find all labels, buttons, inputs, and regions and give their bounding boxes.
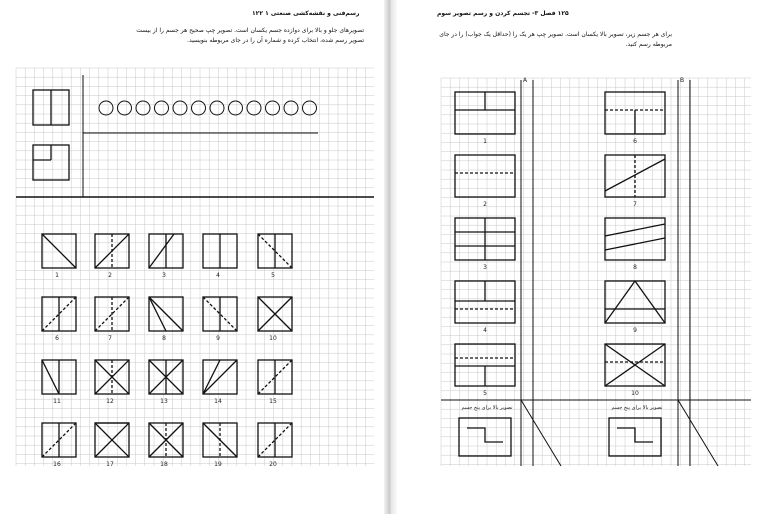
option-number: 10 xyxy=(269,335,277,342)
column-a-miter-line xyxy=(521,400,561,466)
option-number: 14 xyxy=(214,398,222,405)
option-number: 11 xyxy=(53,398,61,405)
right-page xyxy=(397,0,768,514)
answer-circle xyxy=(155,101,169,115)
answer-circle xyxy=(118,101,132,115)
column-a-number: 3 xyxy=(483,264,487,271)
left-running-title: رسم‌فنی و نقشه‌کشی صنعتی ۱ xyxy=(265,10,360,17)
right-instruction-line-1: برای هر جسم زیر، تصویر بالا یکسان است. تصویر چپ هر یک را (حداقل یک جواب) را در جای xyxy=(439,31,672,38)
column-a-label: A xyxy=(522,77,528,84)
option-number: 7 xyxy=(108,335,112,342)
option-edge xyxy=(42,360,59,394)
answer-circle xyxy=(266,101,280,115)
option-number: 9 xyxy=(216,335,220,342)
option-edge xyxy=(42,234,76,268)
column-a-caption: تصویر بالا برای پنج جسم xyxy=(461,405,513,411)
option-number: 19 xyxy=(214,461,222,468)
option-number: 4 xyxy=(216,272,220,279)
answer-circle xyxy=(136,101,150,115)
column-b-caption: تصویر بالا برای پنج جسم xyxy=(611,405,663,411)
left-instruction-line-2: تصویر رسم شده، انتخاب کرده و شماره آن را در جای مربوطه بنویسید. xyxy=(187,37,364,44)
answer-circle xyxy=(229,101,243,115)
left-instruction-line-1: تصویرهای جلو و بالا برای دوازده جسم یکسان است. تصویر چپ صحیح هر جسم را از بیست xyxy=(136,27,364,34)
left-grid xyxy=(16,68,374,466)
option-number: 18 xyxy=(160,461,168,468)
answer-circle xyxy=(99,101,113,115)
answer-circle xyxy=(247,101,261,115)
option-number: 15 xyxy=(269,398,277,405)
left-page-number: ۱۲۲ xyxy=(252,10,263,17)
column-a-number: 4 xyxy=(483,327,487,334)
column-b-number: 6 xyxy=(633,138,637,145)
column-b-number: 7 xyxy=(633,201,637,208)
column-a-top-view-step xyxy=(467,428,503,442)
option-number: 13 xyxy=(160,398,168,405)
option-number: 20 xyxy=(269,461,277,468)
answer-circle xyxy=(210,101,224,115)
option-number: 2 xyxy=(108,272,112,279)
right-page-number: ۱۲۵ xyxy=(557,10,569,17)
answer-circle xyxy=(303,101,317,115)
option-number: 16 xyxy=(53,461,61,468)
column-b-number: 8 xyxy=(633,264,637,271)
option-edge xyxy=(149,234,174,268)
right-drawing-sheet xyxy=(397,0,768,514)
column-b-view xyxy=(605,281,665,323)
column-a-number: 1 xyxy=(483,138,487,145)
option-number: 17 xyxy=(106,461,114,468)
view-edge xyxy=(635,281,665,323)
column-b-number: 10 xyxy=(631,390,639,397)
option-number: 5 xyxy=(271,272,275,279)
option-edge xyxy=(203,360,220,394)
right-running-title: فصل ۳- تجسم کردن و رسم تصویر سوم xyxy=(437,10,556,17)
column-a-number: 2 xyxy=(483,201,487,208)
option-number: 1 xyxy=(55,272,59,279)
answer-circle xyxy=(192,101,206,115)
column-b-number: 9 xyxy=(633,327,637,334)
column-b-view xyxy=(605,218,665,260)
option-number: 3 xyxy=(162,272,166,279)
view-edge xyxy=(605,238,665,250)
option-number: 6 xyxy=(55,335,59,342)
option-number: 12 xyxy=(106,398,114,405)
column-b-label: B xyxy=(679,77,685,84)
column-b-miter-line xyxy=(678,400,718,466)
column-b-top-view-step xyxy=(617,428,653,442)
column-a-view xyxy=(455,155,515,197)
view-edge xyxy=(605,281,635,323)
option-edge xyxy=(203,360,237,394)
answer-circle xyxy=(173,101,187,115)
right-instruction-line-2: مربوطه رسم کنید. xyxy=(625,41,672,48)
column-a-number: 5 xyxy=(483,390,487,397)
option-number: 8 xyxy=(162,335,166,342)
answer-circle xyxy=(284,101,298,115)
book-gutter xyxy=(384,0,397,514)
